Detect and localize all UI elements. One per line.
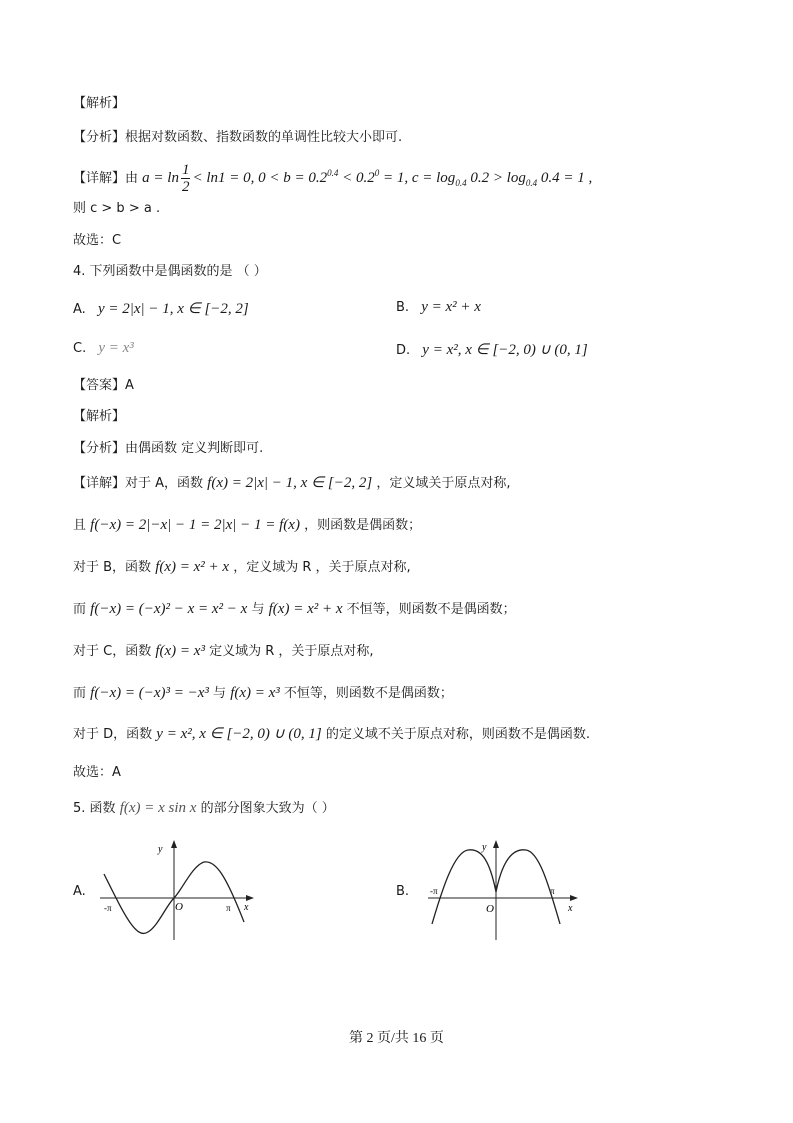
graph-b-x-label: x xyxy=(568,903,573,914)
graph-a-pi: π xyxy=(226,903,231,913)
q5-stem-prefix: 5. 函数 xyxy=(73,801,116,816)
q4-detail-line-5 xyxy=(73,642,374,661)
q4-detail-4-suffix: 不恒等，则函数不是偶函数； xyxy=(346,602,516,617)
q4-option-d-expr: y = x², x ∈ [−2, 0) ∪ (0, 1] xyxy=(422,342,588,358)
graph-b-y-label: y xyxy=(482,842,487,853)
q4-detail-line-3 xyxy=(73,558,411,577)
graph-b-y-arrow xyxy=(493,840,499,848)
q4-fenxi: 【分析】由偶函数 定义判断即可. xyxy=(73,441,264,456)
graph-a xyxy=(96,836,262,944)
q4-option-d-label: D. xyxy=(396,343,411,358)
graph-b-neg-pi: -π xyxy=(430,886,438,896)
q4-detail-2-expr: f(−x) = 2|−x| − 1 = 2|x| − 1 = f(x) xyxy=(90,517,300,533)
graph-b-pi: π xyxy=(550,886,555,896)
q4-detail-line-6 xyxy=(73,684,453,703)
graph-b-x-arrow xyxy=(570,895,578,901)
graph-b xyxy=(424,836,584,944)
q4-detail-5-suffix: 定义域为 R ，关于原点对称, xyxy=(209,644,374,659)
q4-detail-line-4 xyxy=(73,600,516,619)
q3-xiangjie-label: 【详解】由 xyxy=(73,171,139,186)
q4-option-b xyxy=(396,299,481,316)
q4-detail-1-suffix: ，定义域关于原点对称, xyxy=(376,476,511,491)
graph-b-label: B. xyxy=(396,884,410,899)
graph-a-x-arrow xyxy=(246,895,254,901)
q4-detail-line-7 xyxy=(73,725,590,744)
q4-option-c xyxy=(73,340,134,357)
q4-detail-1-prefix: 【详解】对于 A，函数 xyxy=(73,476,204,491)
q4-detail-3-suffix: ，定义域为 R ，关于原点对称, xyxy=(233,560,411,575)
q3-fenxi: 【分析】根据对数函数、指数函数的单调性比较大小即可. xyxy=(73,130,403,145)
q4-detail-6-prefix: 而 xyxy=(73,686,87,701)
q4-detail-6-expr2: f(x) = x³ xyxy=(230,685,280,701)
q4-option-a-expr: y = 2|x| − 1, x ∈ [−2, 2] xyxy=(97,301,249,317)
q4-jiexi-label: 【解析】 xyxy=(73,409,126,424)
q3-xiangjie-expr: a = ln $\frac{1}{2}$ < ln1 = 0, $0 < b = 0.2^{0.4} < 0.2^0 = 1$, $c = \log_{0.4} 0.2 > \log_{0.4} 0.4 = 1$ , xyxy=(142,162,593,196)
graph-a-x-label: x xyxy=(244,902,249,913)
q4-detail-6-expr: f(−x) = (−x)³ = −x³ xyxy=(90,685,209,701)
q4-detail-3-prefix: 对于 B，函数 xyxy=(73,560,152,575)
q4-detail-7-expr: y = x², x ∈ [−2, 0) ∪ (0, 1] xyxy=(156,726,322,742)
q5-stem-suffix: 的部分图象大致为（ ） xyxy=(200,801,335,816)
graph-a-neg-pi: -π xyxy=(104,903,112,913)
q5-stem xyxy=(73,799,335,818)
q4-detail-2-prefix: 且 xyxy=(73,518,87,533)
q4-detail-4-expr2: f(x) = x² + x xyxy=(268,601,343,617)
q4-detail-3-expr: f(x) = x² + x xyxy=(155,559,230,575)
graph-a-y-label: y xyxy=(158,844,163,855)
q4-detail-4-expr: f(−x) = (−x)² − x = x² − x xyxy=(90,601,248,617)
q4-option-a-label: A. xyxy=(73,302,86,317)
q3-answer: 故选：C xyxy=(73,233,122,248)
q3-jiexi-label: 【解析】 xyxy=(73,96,126,111)
q4-detail-line-1 xyxy=(73,474,510,493)
page-footer: 第 2 页/共 16 页 xyxy=(349,1031,444,1046)
q4-detail-5-expr: f(x) = x³ xyxy=(155,643,205,659)
graph-a-origin: O xyxy=(175,901,183,913)
q4-detail-7-suffix: 的定义域不关于原点对称，则函数不是偶函数. xyxy=(325,727,591,742)
q3-xiangjie xyxy=(73,158,593,196)
q4-stem: 4. 下列函数中是偶函数的是 （ ） xyxy=(73,264,267,279)
q4-option-c-label: C. xyxy=(73,341,87,356)
q4-detail-6-suffix: 不恒等，则函数不是偶函数； xyxy=(283,686,453,701)
q4-answer: 故选：A xyxy=(73,765,121,780)
q4-option-c-expr: y = x³ xyxy=(98,340,134,356)
q5-stem-expr: f(x) = x sin x xyxy=(119,800,197,816)
q4-detail-5-prefix: 对于 C，函数 xyxy=(73,644,152,659)
q4-option-d xyxy=(396,340,588,359)
q4-detail-line-2 xyxy=(73,516,421,535)
q4-daan: 【答案】A xyxy=(73,378,134,393)
q4-detail-4-mid: 与 xyxy=(251,602,265,617)
q4-detail-7-prefix: 对于 D，函数 xyxy=(73,727,153,742)
q4-option-a xyxy=(73,299,249,318)
q4-detail-4-prefix: 而 xyxy=(73,602,87,617)
q4-detail-6-mid: 与 xyxy=(213,686,227,701)
q4-detail-1-expr: f(x) = 2|x| − 1, x ∈ [−2, 2] xyxy=(207,475,373,491)
graph-b-origin: O xyxy=(486,903,494,915)
q4-option-b-label: B. xyxy=(396,300,410,315)
graph-a-y-arrow xyxy=(171,840,177,848)
graph-a-label: A. xyxy=(73,884,86,899)
q4-option-b-expr: y = x² + x xyxy=(421,299,481,315)
q4-detail-2-suffix: ，则函数是偶函数； xyxy=(304,518,422,533)
q3-conclusion: 则 c > b > a . xyxy=(73,201,161,216)
